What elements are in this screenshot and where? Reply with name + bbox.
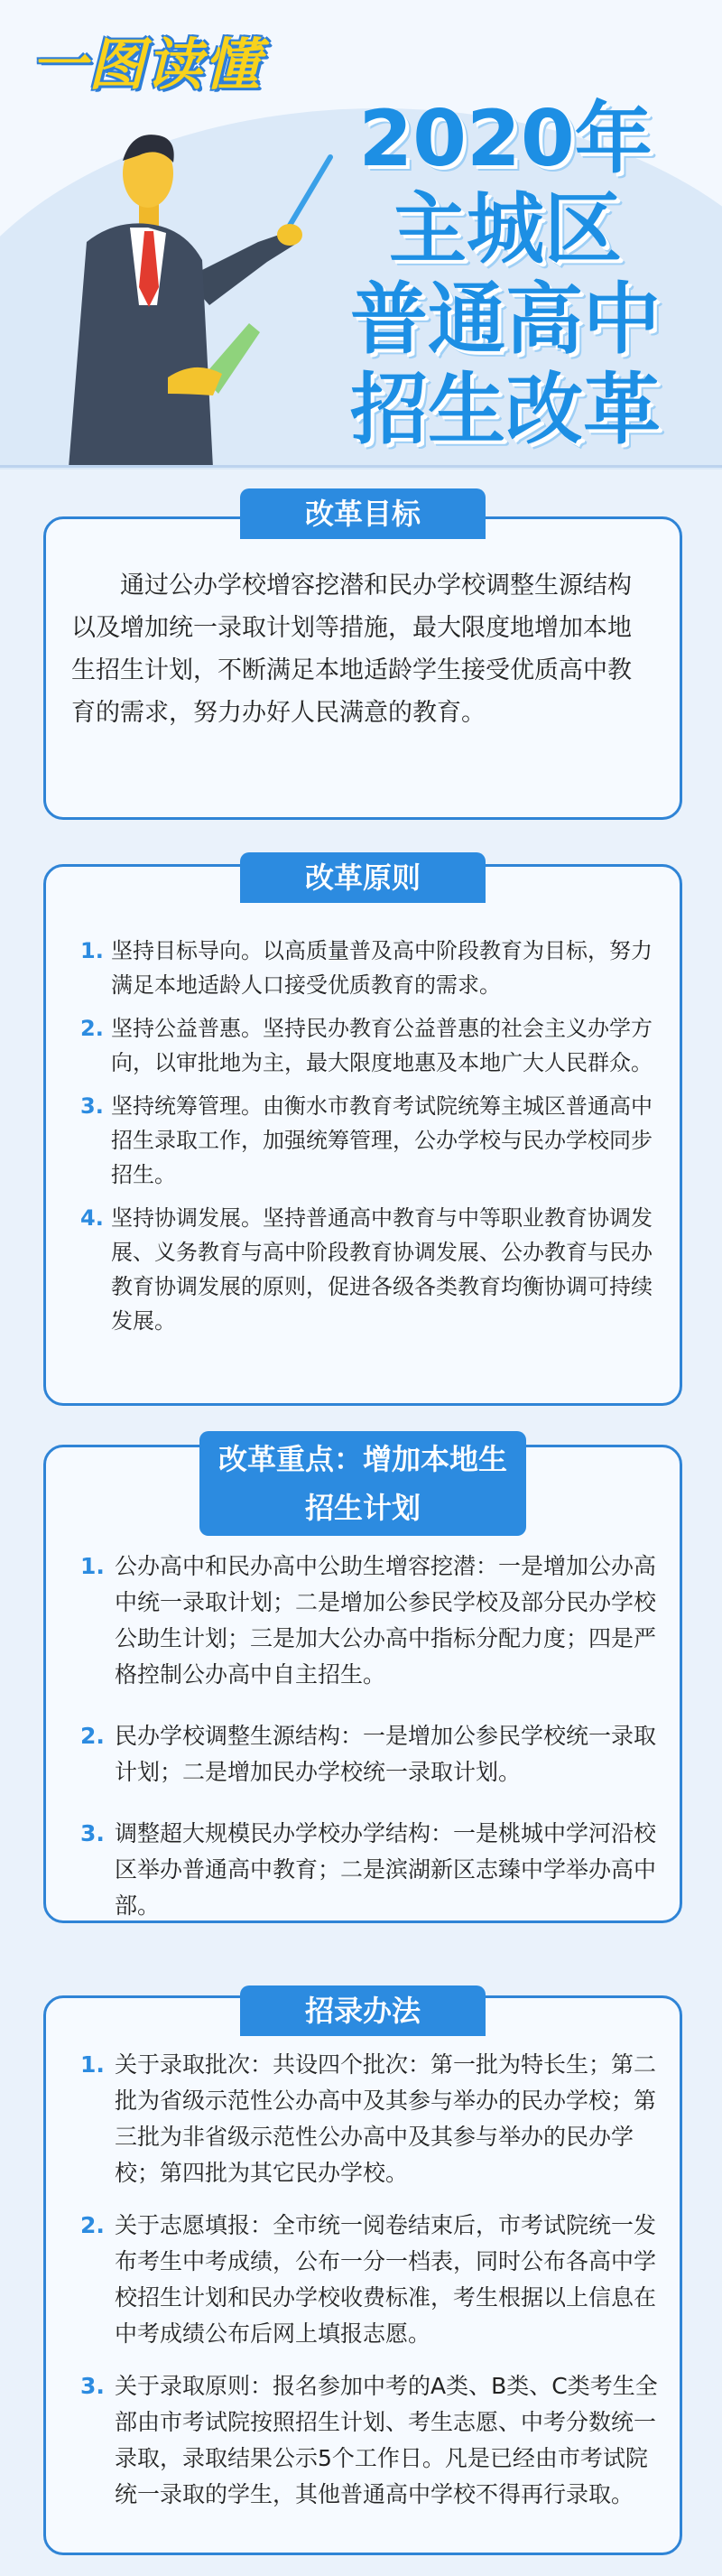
principles-card bbox=[43, 860, 682, 1406]
list-item-number: 2. bbox=[80, 2212, 105, 2238]
list-item bbox=[68, 1718, 658, 1790]
key-points-card-title: 改革重点：增加本地生招生计划 bbox=[199, 1431, 526, 1536]
admission-list bbox=[68, 2047, 658, 2538]
hero-tagline: 一图读懂 bbox=[31, 32, 263, 98]
admission-card bbox=[43, 1995, 682, 2555]
list-item bbox=[68, 1816, 658, 1924]
list-item-text: 公办高中和民办高中公助生增容挖潜：一是增加公办高中统一录取计划；二是增加公参民学校及部分民办学校公助生计划；三是加大公办高中指标分配力度；四是严格控制公办高中自主招生。 bbox=[115, 1553, 657, 1688]
list-item bbox=[68, 1011, 658, 1080]
list-item-text: 关于志愿填报：全市统一阅卷结束后，市考试院统一发布考生中考成绩，公布一分一档表，同时公布各高中学校招生计划和民办学校收费标准，考生根据以上信息在中考成绩公布后网上填报志愿。 bbox=[115, 2212, 657, 2347]
list-item bbox=[68, 1548, 658, 1693]
list-item-text: 坚持统筹管理。由衡水市教育考试院统筹主城区普通高中招生录取工作，加强统筹管理，公办学校与民办学校同步招生。 bbox=[111, 1093, 653, 1187]
list-item-text: 调整超大规模民办学校办学结构：一是桃城中学河沿校区举办普通高中教育；二是滨湖新区志臻中学举办高中部。 bbox=[115, 1820, 657, 1919]
list-item-text: 关于录取批次：共设四个批次：第一批为特长生；第二批为省级示范性公办高中及其参与举办的民办学校；第三批为非省级示范性公办高中及其参与举办的民办学校；第四批为其它民办学校。 bbox=[115, 2051, 657, 2186]
list-item-text: 民办学校调整生源结构：一是增加公参民学校统一录取计划；二是增加民办学校统一录取计划。 bbox=[115, 1723, 657, 1785]
list-item-text: 坚持公益普惠。坚持民办教育公益普惠的社会主义办学方向，以审批地为主，最大限度地惠及本地广大人民群众。 bbox=[111, 1016, 653, 1075]
hero-title: 2020年 主城区 普通高中 招生改革 bbox=[350, 94, 661, 455]
goal-card bbox=[43, 497, 682, 820]
list-item-text: 关于录取原则：报名参加中考的A类、B类、C类考生全部由市考试院按照招生计划、考生志愿、中考分数统一录取，录取结果公示5个工作日。凡是已经由市考试院统一录取的学生，其他普通高中学校不得再行录取。 bbox=[115, 2373, 658, 2507]
list-item bbox=[68, 2368, 658, 2513]
list-item bbox=[68, 1089, 658, 1192]
principles-card-title: 改革原则 bbox=[240, 852, 486, 903]
principles-list bbox=[68, 934, 658, 1347]
list-item-number: 3. bbox=[80, 1820, 105, 1846]
list-item-number: 1. bbox=[80, 2051, 105, 2078]
list-item-number: 1. bbox=[80, 938, 104, 963]
key-points-list bbox=[68, 1548, 658, 1949]
list-item-number: 2. bbox=[80, 1723, 105, 1749]
list-item-text: 坚持目标导向。以高质量普及高中阶段教育为目标，努力满足本地适龄人口接受优质教育的需求。 bbox=[111, 938, 653, 998]
admission-card-title: 招录办法 bbox=[240, 1985, 486, 2036]
goal-card-title: 改革目标 bbox=[240, 488, 486, 539]
list-item bbox=[68, 2208, 658, 2352]
presenter-illustration bbox=[32, 107, 357, 468]
hero-banner bbox=[0, 0, 722, 470]
list-item bbox=[68, 1201, 658, 1338]
hero-divider bbox=[0, 465, 722, 468]
list-item bbox=[68, 934, 658, 1002]
goal-paragraph: 通过公办学校增容挖潜和民办学校调整生源结构以及增加统一录取计划等措施，最大限度地增加本地生招生计划，不断满足本地适龄学生接受优质高中教育的需求，努力办好人民满意的教育。 bbox=[71, 572, 632, 727]
list-item-text: 坚持协调发展。坚持普通高中教育与中等职业教育协调发展、义务教育与高中阶段教育协调发展、公办教育与民办教育协调发展的原则，促进各级各类教育均衡协调可持续发展。 bbox=[111, 1205, 653, 1334]
list-item-number: 1. bbox=[80, 1553, 105, 1579]
list-item bbox=[68, 2047, 658, 2191]
list-item-number: 4. bbox=[80, 1205, 104, 1231]
list-item-number: 3. bbox=[80, 2373, 105, 2399]
list-item-number: 2. bbox=[80, 1016, 104, 1041]
key-points-card bbox=[43, 1442, 682, 1923]
list-item-number: 3. bbox=[80, 1093, 104, 1119]
